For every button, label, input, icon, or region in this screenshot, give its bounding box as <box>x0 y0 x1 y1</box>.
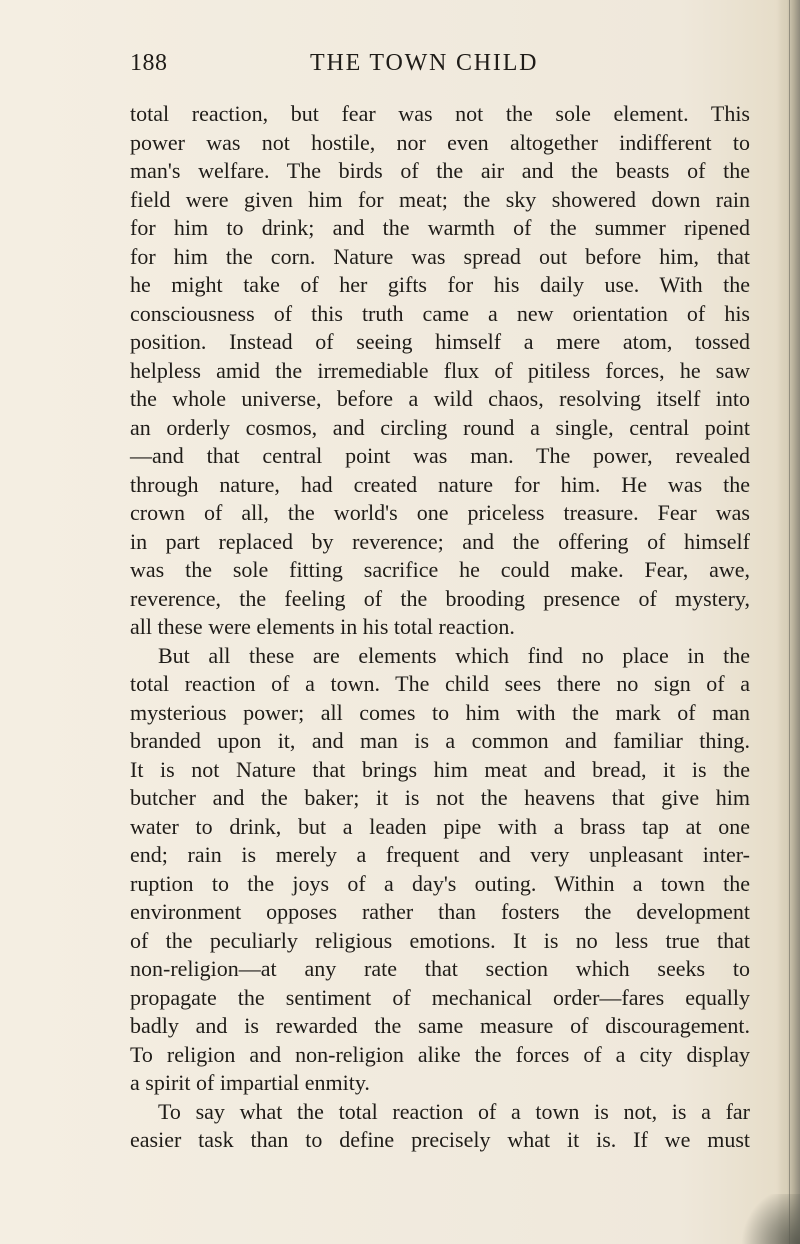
text-line: crown of all, the world's one priceless treasure. Fear was <box>130 500 750 525</box>
corner-shadow <box>740 1194 800 1244</box>
text-line: branded upon it, and man is a common and familiar thing. <box>130 728 750 753</box>
text-line: through nature, had created nature for him. He was the <box>130 471 750 497</box>
page-number: 188 <box>130 50 168 76</box>
page-header <box>130 48 750 88</box>
text-line: total reaction, but fear was not the sole element. This <box>130 101 750 126</box>
text-line: reverence, the feeling of the brooding presence of mystery, <box>130 585 750 611</box>
text-line: of the peculiarly religious emotions. It is no less true that <box>130 927 750 953</box>
text-line: It is not Nature that brings him meat and bread, it is the <box>130 756 750 782</box>
text-line: field were given him for meat; the sky showered down rain <box>130 186 750 212</box>
text-line: in part replaced by reverence; and the offering of himself <box>130 528 750 554</box>
text-line: water to drink, but a leaden pipe with a brass tap at one <box>130 813 750 839</box>
text-line: was the sole fitting sacrifice he could make. Fear, awe, <box>130 557 750 582</box>
text-line: an orderly cosmos, and circling round a single, central point <box>130 414 750 440</box>
text-line: the whole universe, before a wild chaos, resolving itself into <box>130 386 750 411</box>
text-line: man's welfare. The birds of the air and the beasts of the <box>130 158 750 183</box>
text-line: total reaction of a town. The child sees there no sign of a <box>130 671 750 696</box>
text-line: mysterious power; all comes to him with the mark of man <box>130 699 750 725</box>
text-line-paragraph-start: To say what the total reaction of a town is not, is a far <box>158 1098 750 1124</box>
text-line: consciousness of this truth came a new orientation of his <box>130 300 750 326</box>
running-head: THE TOWN CHILD <box>310 50 539 76</box>
text-line: butcher and the baker; it is not the heavens that give him <box>130 785 750 810</box>
text-line: end; rain is merely a frequent and very unpleasant inter- <box>130 842 750 867</box>
text-line: To religion and non-religion alike the forces of a city display <box>130 1041 750 1067</box>
text-line: environment opposes rather than fosters the development <box>130 899 750 924</box>
text-line: he might take of her gifts for his daily use. With the <box>130 272 750 297</box>
text-line-paragraph-start: But all these are elements which find no place in the <box>158 642 750 668</box>
text-line: ruption to the joys of a day's outing. Within a town the <box>130 870 750 896</box>
text-line: position. Instead of seeing himself a mere atom, tossed <box>130 329 750 354</box>
text-line: badly and is rewarded the same measure of discouragement. <box>130 1013 750 1038</box>
text-line: for him to drink; and the warmth of the summer ripened <box>130 215 750 240</box>
text-line: power was not hostile, nor even altogether indifferent to <box>130 129 750 155</box>
text-line: non-religion—at any rate that section which seeks to <box>130 956 750 981</box>
text-line: propagate the sentiment of mechanical order—fares equally <box>130 984 750 1010</box>
page-edge-line <box>789 0 790 1244</box>
text-line-paragraph-end: all these were elements in his total reaction. <box>130 614 515 639</box>
text-line: helpless amid the irremediable flux of pitiless forces, he saw <box>130 357 750 383</box>
text-line: —and that central point was man. The power, revealed <box>130 443 750 468</box>
text-line-paragraph-end: a spirit of impartial enmity. <box>130 1070 370 1095</box>
text-line: easier task than to define precisely what it is. If we must <box>130 1127 750 1152</box>
text-line: for him the corn. Nature was spread out before him, that <box>130 243 750 269</box>
body-text <box>130 100 750 1155</box>
